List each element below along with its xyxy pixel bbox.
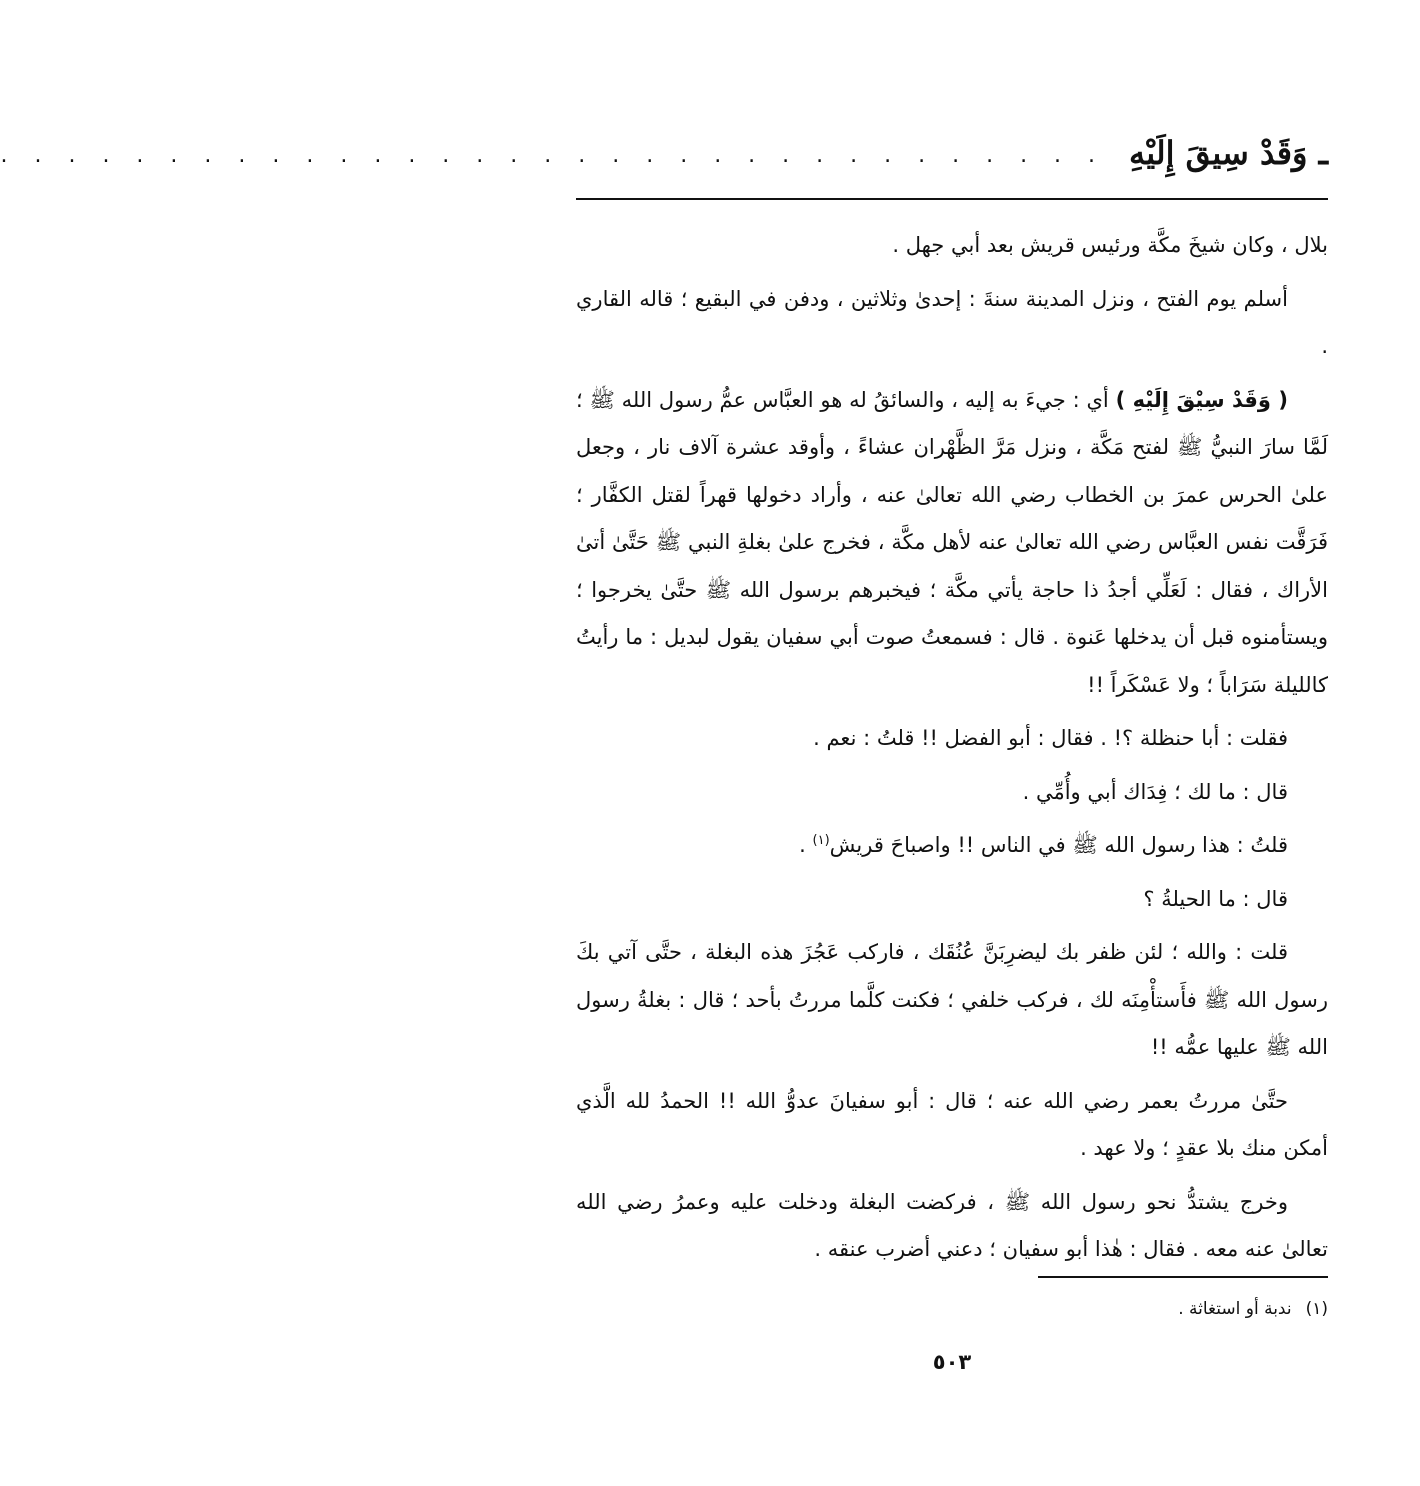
dialog-line-2: قال : ما لك ؛ فِدَاك أبي وأُمِّي . [1022, 779, 1288, 804]
header-rule [576, 198, 1328, 200]
paragraph-3-text: أي : جيءَ به إليه ، والسائقُ له هو العبَّاس عمُّ رسول الله ﷺ ؛ لَمَّا سارَ النبيُّ ﷺ لفتح مَكَّة ، ونزل مَرَّ الظَّهْران عشاءً ، وأوقد عشرة آلاف نار ، وجعل علىٰ الحرس عمرَ بن الخطاب رضي الله تعالىٰ عنه ، وأراد دخولها قهراً لقتل الكفَّار ؛ فَرَقَّت نفس العبَّاس رضي الله تعالىٰ عنه لأهل مكَّة ، فخرج علىٰ بغلةِ النبي ﷺ حَتَّىٰ أتىٰ الأراك ، فقال : لَعَلِّي أجدُ ذا حاجة يأتي مكَّة ؛ فيخبرهم برسول الله ﷺ حتَّىٰ يخرجوا ؛ ويستأمنوه قبل أن يدخلها عَنوة . قال : فسمعتُ صوت أبي سفيان يقول لبديل : ما رأيتُ كالليلة سَرَاباً ؛ ولا عَسْكَراً !! [576, 387, 1328, 697]
body-text [576, 222, 1328, 1280]
paragraph-1: بلال ، وكان شيخَ مكَّة ورئيس قريش بعد أبي جهل . [892, 233, 1328, 257]
paragraph-2: أسلم يوم الفتح ، ونزل المدينة سنةَ : إحدىٰ وثلاثين ، ودفن في البقيع ؛ قاله القاري . [576, 286, 1328, 358]
footnote-marker: (١) [812, 833, 830, 848]
paragraph-6: وخرج يشتدُّ نحو رسول الله ﷺ ، فركضت البغلة ودخلت عليه وعمرُ رضي الله تعالىٰ عنه معه . فقال : هٰذا أبو سفيان ؛ دعني أضرب عنقه . [576, 1189, 1328, 1261]
paragraph-3 [576, 377, 1328, 710]
footnote-text: ندبة أو استغاثة . [1178, 1299, 1292, 1319]
quoted-phrase: ( وَقَدْ سِيْقَ إِلَيْهِ ) [1115, 387, 1289, 412]
footnote-number: (١) [1305, 1299, 1328, 1319]
header-title: ـ وَقَدْ سِيقَ إِلَيْهِ [1129, 134, 1328, 172]
header-dot-leader: . . . . . . . . . . . . . . . . . . . . . . . . . . . . . . . . . [0, 143, 1106, 168]
paragraph-4: قلت : والله ؛ لئن ظفر بك ليضرِبَنَّ عُنُقَك ، فاركب عَجُزَ هذه البغلة ، حتَّى آتي بكَ رسول الله ﷺ فأَستأْمِنَه لك ، فركب خلفي ؛ فكنت كلَّما مررتُ بأحد ؛ قال : بغلةُ رسول الله ﷺ عليها عمُّه !! [576, 940, 1328, 1059]
dialog-line-3-text: قلتُ : هذا رسول الله ﷺ في الناس !! واصباحَ قريش [829, 833, 1288, 857]
paragraph-5: حتَّىٰ مررتُ بعمر رضي الله عنه ؛ قال : أبو سفيانَ عدوُّ الله !! الحمدُ لله الَّذي أمكن منك بلا عقدٍ ؛ ولا عهد . [576, 1088, 1328, 1160]
page-number: ٥٠٣ [932, 1350, 972, 1374]
footnote [576, 1294, 1328, 1324]
dialog-line-1: فقلت : أبا حنظلة ؟! . فقال : أبو الفضل !! قلتُ : نعم . [813, 726, 1288, 750]
dialog-line-3 [576, 822, 1328, 870]
footnote-rule [1038, 1276, 1328, 1278]
dialog-line-4: قال : ما الحيلةُ ؟ [1143, 886, 1288, 911]
dialog-line-3-end: . [799, 833, 813, 857]
running-header [0, 118, 1328, 178]
